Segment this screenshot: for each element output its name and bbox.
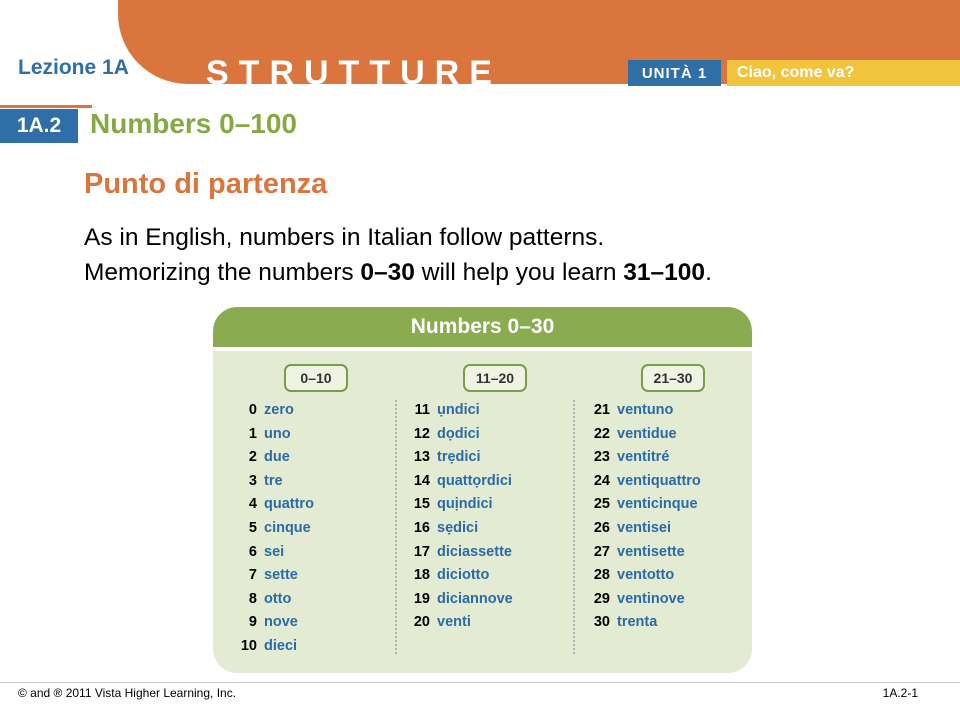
intro-bold-range-2: 31–100: [623, 259, 706, 286]
number-row: [233, 541, 314, 565]
number-word: quịndici: [437, 496, 493, 513]
number-word: diciassette: [437, 543, 512, 560]
number-row: [233, 399, 314, 423]
number-word: ventotto: [617, 567, 675, 584]
numeral: 23: [593, 449, 610, 466]
number-row: [233, 611, 314, 635]
numeral: 30: [593, 614, 610, 631]
numeral: 17: [413, 543, 430, 560]
numeral: 11: [414, 402, 430, 418]
number-word: diciannove: [437, 590, 513, 607]
number-row: [586, 470, 701, 494]
section-label: STRUTTURE: [206, 54, 502, 92]
numeral: 14: [413, 472, 430, 489]
numeral: 26: [593, 519, 610, 536]
number-row: [233, 446, 314, 470]
column-21-30: [586, 399, 701, 635]
number-word: nove: [264, 614, 298, 631]
number-word: venti: [437, 614, 471, 631]
intro-text-a: Memorizing the numbers: [84, 259, 361, 286]
number-row: [586, 399, 701, 423]
numeral: 28: [593, 567, 610, 584]
number-word: venticinque: [617, 496, 698, 513]
number-word: zero: [264, 402, 294, 418]
numeral: 18: [413, 567, 430, 584]
number-row: [406, 423, 513, 447]
intro-text-b: will help you learn: [414, 259, 624, 286]
topic-rule: [0, 105, 92, 108]
number-word: sette: [264, 567, 298, 584]
column-11-20: [406, 399, 513, 635]
intro-line-1: As in English, numbers in Italian follow patterns.: [84, 224, 605, 251]
numeral: 20: [413, 614, 430, 631]
intro-bold-range-1: 0–30: [360, 259, 415, 286]
unit-title: Ciao, come va?: [727, 60, 960, 86]
numbers-table: [213, 307, 752, 673]
numeral: 10: [240, 637, 257, 654]
number-row: [586, 611, 701, 635]
number-word: diciotto: [437, 567, 490, 584]
number-row: [233, 470, 314, 494]
range-label-0-10: 0–10: [284, 364, 348, 392]
numeral: 8: [248, 590, 257, 607]
number-word: sẹdici: [437, 519, 479, 536]
numeral: 6: [248, 543, 257, 560]
numeral: 29: [593, 590, 610, 607]
number-word: ventitré: [617, 449, 670, 466]
number-row: [406, 564, 513, 588]
number-row: [406, 399, 513, 423]
number-word: trẹdici: [437, 449, 481, 466]
numeral: 5: [248, 519, 257, 536]
intro-text: [84, 220, 944, 290]
number-word: quattọrdici: [437, 472, 512, 489]
column-divider: [573, 400, 575, 654]
numeral: 13: [413, 449, 430, 466]
number-row: [586, 564, 701, 588]
numeral: 16: [413, 519, 430, 536]
numeral: 9: [248, 614, 257, 631]
number-row: [586, 541, 701, 565]
range-label-11-20: 11–20: [463, 364, 527, 392]
numeral: 7: [248, 567, 257, 584]
number-row: [406, 517, 513, 541]
number-row: [233, 517, 314, 541]
number-word: dieci: [264, 637, 298, 654]
number-row: [406, 493, 513, 517]
number-word: ventisette: [617, 543, 685, 560]
number-word: ventinove: [617, 590, 685, 607]
number-row: [406, 541, 513, 565]
number-word: ventidue: [617, 425, 677, 442]
column-0-10: [233, 399, 314, 659]
table-title: Numbers 0–30: [410, 315, 555, 338]
footer-rule: [0, 682, 960, 683]
topic-number: 1A.2: [0, 109, 78, 143]
numeral: 25: [593, 496, 610, 513]
topic-title: Numbers 0–100: [90, 108, 298, 139]
numeral: 4: [248, 496, 257, 513]
number-row: [233, 493, 314, 517]
number-word: trenta: [617, 614, 658, 631]
numeral: 3: [248, 472, 257, 489]
numeral: 12: [413, 425, 430, 442]
number-word: ventiquattro: [617, 472, 701, 489]
numeral: 24: [593, 472, 610, 489]
numeral: 21: [593, 402, 610, 418]
header-rule: [213, 347, 752, 351]
range-label-21-30: 21–30: [641, 364, 705, 392]
number-word: ventisei: [617, 519, 671, 536]
number-word: quattro: [264, 496, 314, 513]
number-row: [233, 635, 314, 659]
number-word: ventuno: [617, 402, 674, 418]
number-word: due: [264, 449, 290, 466]
page-number: 1A.2-1: [882, 686, 918, 700]
lesson-label: Lezione 1A: [18, 56, 129, 79]
numeral: 2: [248, 449, 257, 466]
column-divider: [395, 400, 397, 654]
number-row: [406, 588, 513, 612]
number-word: cinque: [264, 519, 311, 536]
numeral: 22: [593, 425, 610, 442]
intro-text-c: .: [705, 259, 712, 286]
number-row: [233, 588, 314, 612]
number-row: [586, 423, 701, 447]
number-row: [233, 423, 314, 447]
number-word: tre: [264, 472, 283, 489]
number-row: [406, 470, 513, 494]
numeral: 15: [413, 496, 430, 513]
numeral: 19: [413, 590, 430, 607]
number-word: ụndici: [437, 402, 480, 418]
number-row: [586, 493, 701, 517]
number-row: [406, 611, 513, 635]
number-word: dọdici: [437, 425, 480, 442]
unit-badge: UNITÀ 1: [628, 60, 721, 86]
page-heading: Punto di partenza: [84, 168, 328, 200]
number-word: sei: [264, 543, 285, 560]
number-row: [586, 588, 701, 612]
number-row: [406, 446, 513, 470]
number-row: [586, 517, 701, 541]
numeral: 1: [248, 425, 257, 442]
number-word: otto: [264, 590, 292, 607]
numeral: 0: [248, 402, 257, 418]
number-row: [233, 564, 314, 588]
number-word: uno: [264, 425, 291, 442]
number-row: [586, 446, 701, 470]
copyright: © and ® 2011 Vista Higher Learning, Inc.: [18, 686, 237, 700]
numeral: 27: [593, 543, 610, 560]
